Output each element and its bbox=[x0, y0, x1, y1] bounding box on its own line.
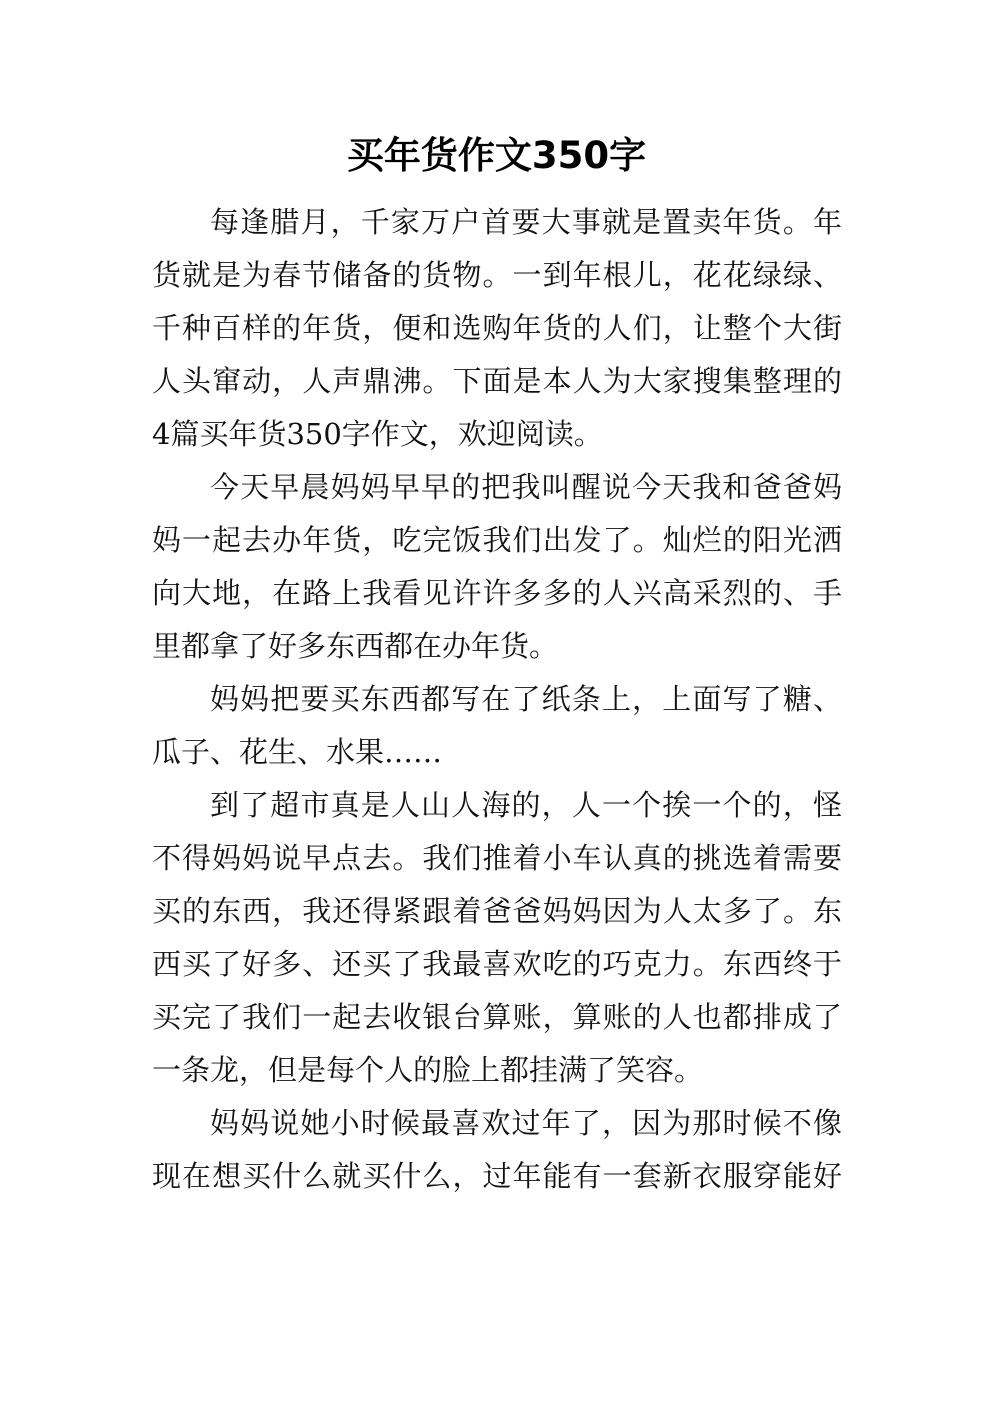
paragraph-line: 妈妈把要买东西都写在了纸条上，上面写了糖、 bbox=[210, 682, 842, 716]
paragraph-line: 妈妈说她小时候最喜欢过年了，因为那时候不像 bbox=[210, 1106, 842, 1140]
paragraph-line: 向大地，在路上我看见许许多多的人兴高采烈的、手 bbox=[152, 576, 842, 610]
paragraph bbox=[152, 779, 842, 1097]
paragraph-line: 现在想买什么就买什么，过年能有一套新衣服穿能好 bbox=[152, 1159, 842, 1193]
paragraph-line: 每逢腊月，千家万户首要大事就是置卖年货。年 bbox=[210, 205, 842, 239]
paragraph-line: 不得妈妈说早点去。我们推着小车认真的挑选着需要 bbox=[152, 841, 842, 875]
paragraph-line: 买完了我们一起去收银台算账，算账的人也都排成了 bbox=[152, 1000, 842, 1034]
paragraph bbox=[152, 196, 842, 461]
paragraph-line: 妈一起去办年货，吃完饭我们出发了。灿烂的阳光洒 bbox=[152, 523, 842, 557]
paragraph-line: 千种百样的年货，便和选购年货的人们，让整个大街 bbox=[152, 311, 842, 345]
paragraph-line: 到了超市真是人山人海的，人一个挨一个的，怪 bbox=[210, 788, 842, 822]
document-body bbox=[152, 196, 842, 1203]
paragraph-line: 里都拿了好多东西都在办年货。 bbox=[152, 629, 559, 663]
paragraph bbox=[152, 1097, 842, 1203]
paragraph-line: 人头窜动，人声鼎沸。下面是本人为大家搜集整理的 bbox=[152, 364, 842, 398]
paragraph bbox=[152, 461, 842, 673]
paragraph-line: 西买了好多、还买了我最喜欢吃的巧克力。东西终于 bbox=[152, 947, 842, 981]
paragraph-line: 货就是为春节储备的货物。一到年根儿，花花绿绿、 bbox=[152, 258, 842, 292]
document-title: 买年货作文350字 bbox=[346, 134, 647, 177]
paragraph-line: 4篇买年货350字作文，欢迎阅读。 bbox=[152, 417, 603, 451]
paragraph-line: 今天早晨妈妈早早的把我叫醒说今天我和爸爸妈 bbox=[210, 470, 842, 504]
paragraph-line: 瓜子、花生、水果…… bbox=[152, 735, 443, 769]
paragraph-line: 买的东西，我还得紧跟着爸爸妈妈因为人太多了。东 bbox=[152, 894, 842, 928]
paragraph-line: 一条龙，但是每个人的脸上都挂满了笑容。 bbox=[152, 1053, 704, 1087]
paragraph bbox=[152, 673, 842, 779]
